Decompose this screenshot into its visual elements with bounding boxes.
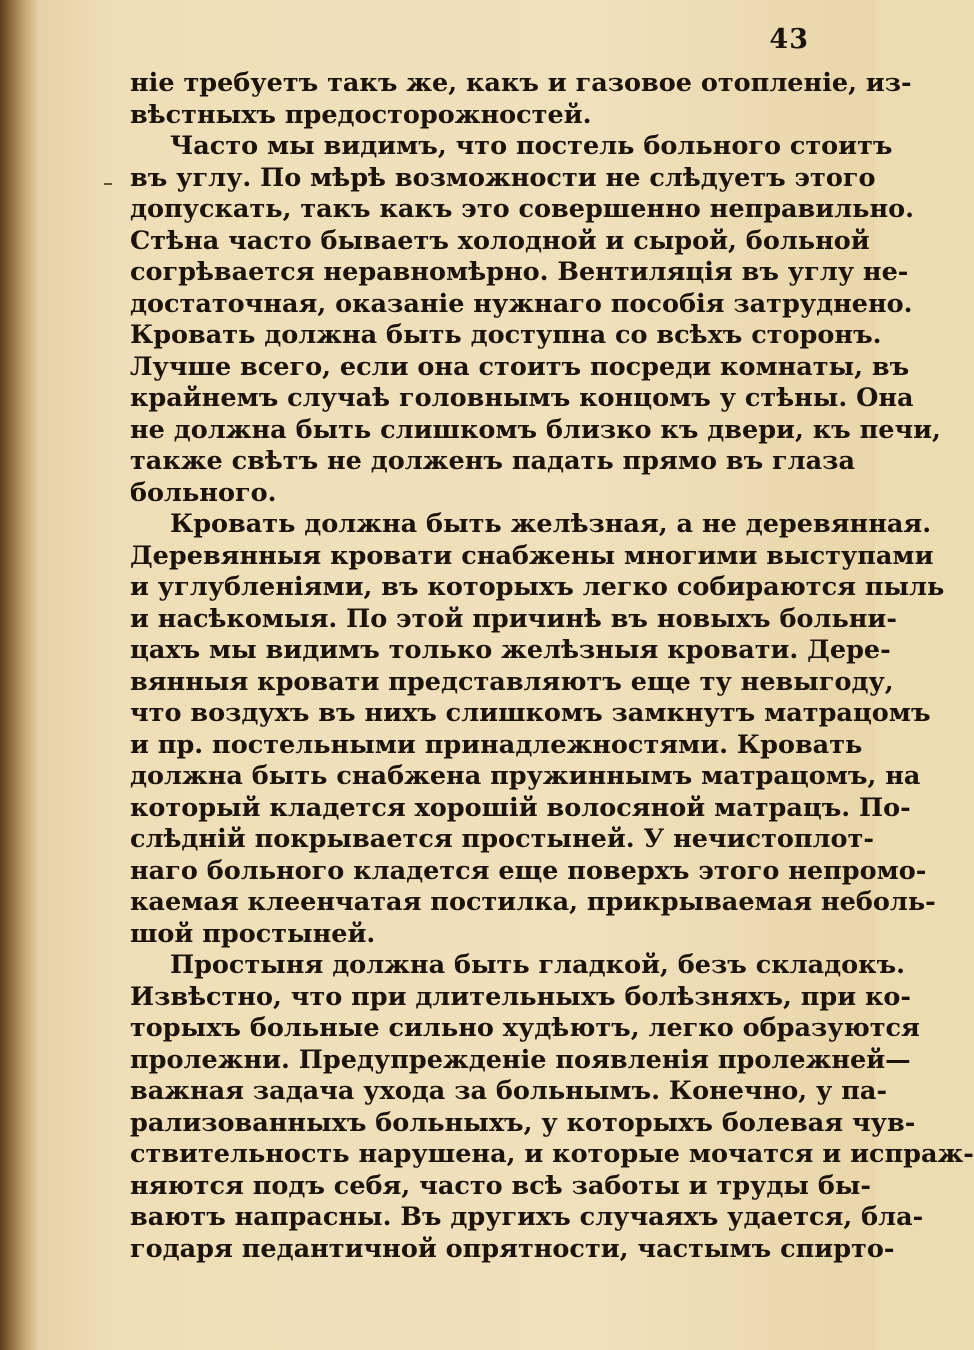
body-text [130,68,974,1265]
text-line: торыхъ больные сильно худѣютъ, легко образуются [130,1013,920,1043]
text-line: ствительность нарушена, и которые мочатся и испраж- [130,1139,974,1169]
text-line: должна быть снабжена пружиннымъ матрацомъ, на [130,761,921,791]
text-line: Кровать должна быть доступна со всѣхъ сторонъ. [130,320,882,350]
page-number: 43 [769,24,809,55]
text-line: согрѣвается неравномѣрно. Вентиляція въ углу не- [130,257,909,287]
text-line: не должна быть слишкомъ близко къ двери, къ печи, [130,414,941,445]
text-line: и пр. постельными принадлежностями. Кровать [130,729,863,760]
text-line: и насѣкомыя. По этой причинѣ въ новыхъ больни- [130,603,897,634]
text-line: который кладется хорошій волосяной матрацъ. По- [130,792,911,823]
text-line: Деревянныя кровати снабжены многими выступами [130,540,934,571]
text-line: цахъ мы видимъ только желѣзныя кровати. Дере- [130,635,891,665]
text-line: вѣстныхъ предосторожностей. [130,99,592,130]
text-line: также свѣтъ не долженъ падать прямо въ глаза [130,446,855,476]
text-line: важная задача ухода за больнымъ. Конечно, у па- [130,1076,888,1106]
text-line: ніе требуетъ такъ же, какъ и газовое отопленіе, из- [130,68,912,98]
text-line: рализованныхъ больныхъ, у которыхъ болевая чув- [130,1107,916,1138]
text-line: слѣдній покрывается простыней. У нечистоплот- [130,824,874,854]
text-line: шой простыней. [130,918,376,949]
text-line: годаря педантичной опрятности, частымъ спирто- [130,1233,895,1264]
text-line: наго больного кладется еще поверхъ этого непромо- [130,855,927,886]
text-line: что воздухъ въ нихъ слишкомъ замкнутъ матрацомъ [130,698,931,728]
text-line: больного. [130,477,277,508]
text-line: ваютъ напрасны. Въ другихъ случаяхъ удается, бла- [130,1202,924,1232]
text-line: Извѣстно, что при длительныхъ болѣзняхъ, при ко- [130,981,911,1012]
margin-mark [104,183,112,185]
text-line: и углубленіями, въ которыхъ легко собираются пыль [130,572,945,602]
text-line: пролежни. Предупрежденіе появленія пролежней— [130,1044,911,1075]
text-line: достаточная, оказаніе нужнаго пособія затруднено. [130,288,913,319]
text-line: няются подъ себя, часто всѣ заботы и труды бы- [130,1170,871,1201]
text-line: каемая клеенчатая постилка, прикрываемая неболь- [130,887,936,917]
paragraph-start-line: Часто мы видимъ, что постель больного стоитъ [170,131,893,161]
text-line: крайнемъ случаѣ головнымъ концомъ у стѣны. Она [130,383,914,413]
text-line: допускать, такъ какъ это совершенно неправильно. [130,194,915,224]
text-line: вянныя кровати представляютъ еще ту невыгоду, [130,666,894,697]
text-line: въ углу. По мѣрѣ возможности не слѣдуетъ этого [130,162,876,193]
paragraph-start-line: Кровать должна быть желѣзная, а не деревянная. [170,509,932,539]
text-line: Стѣна часто бываетъ холодной и сырой, больной [130,225,870,256]
book-binding-shadow [0,0,38,1350]
text-line: Лучше всего, если она стоитъ посреди комнаты, въ [130,351,910,382]
paragraph-start-line: Простыня должна быть гладкой, безъ складокъ. [170,950,906,980]
